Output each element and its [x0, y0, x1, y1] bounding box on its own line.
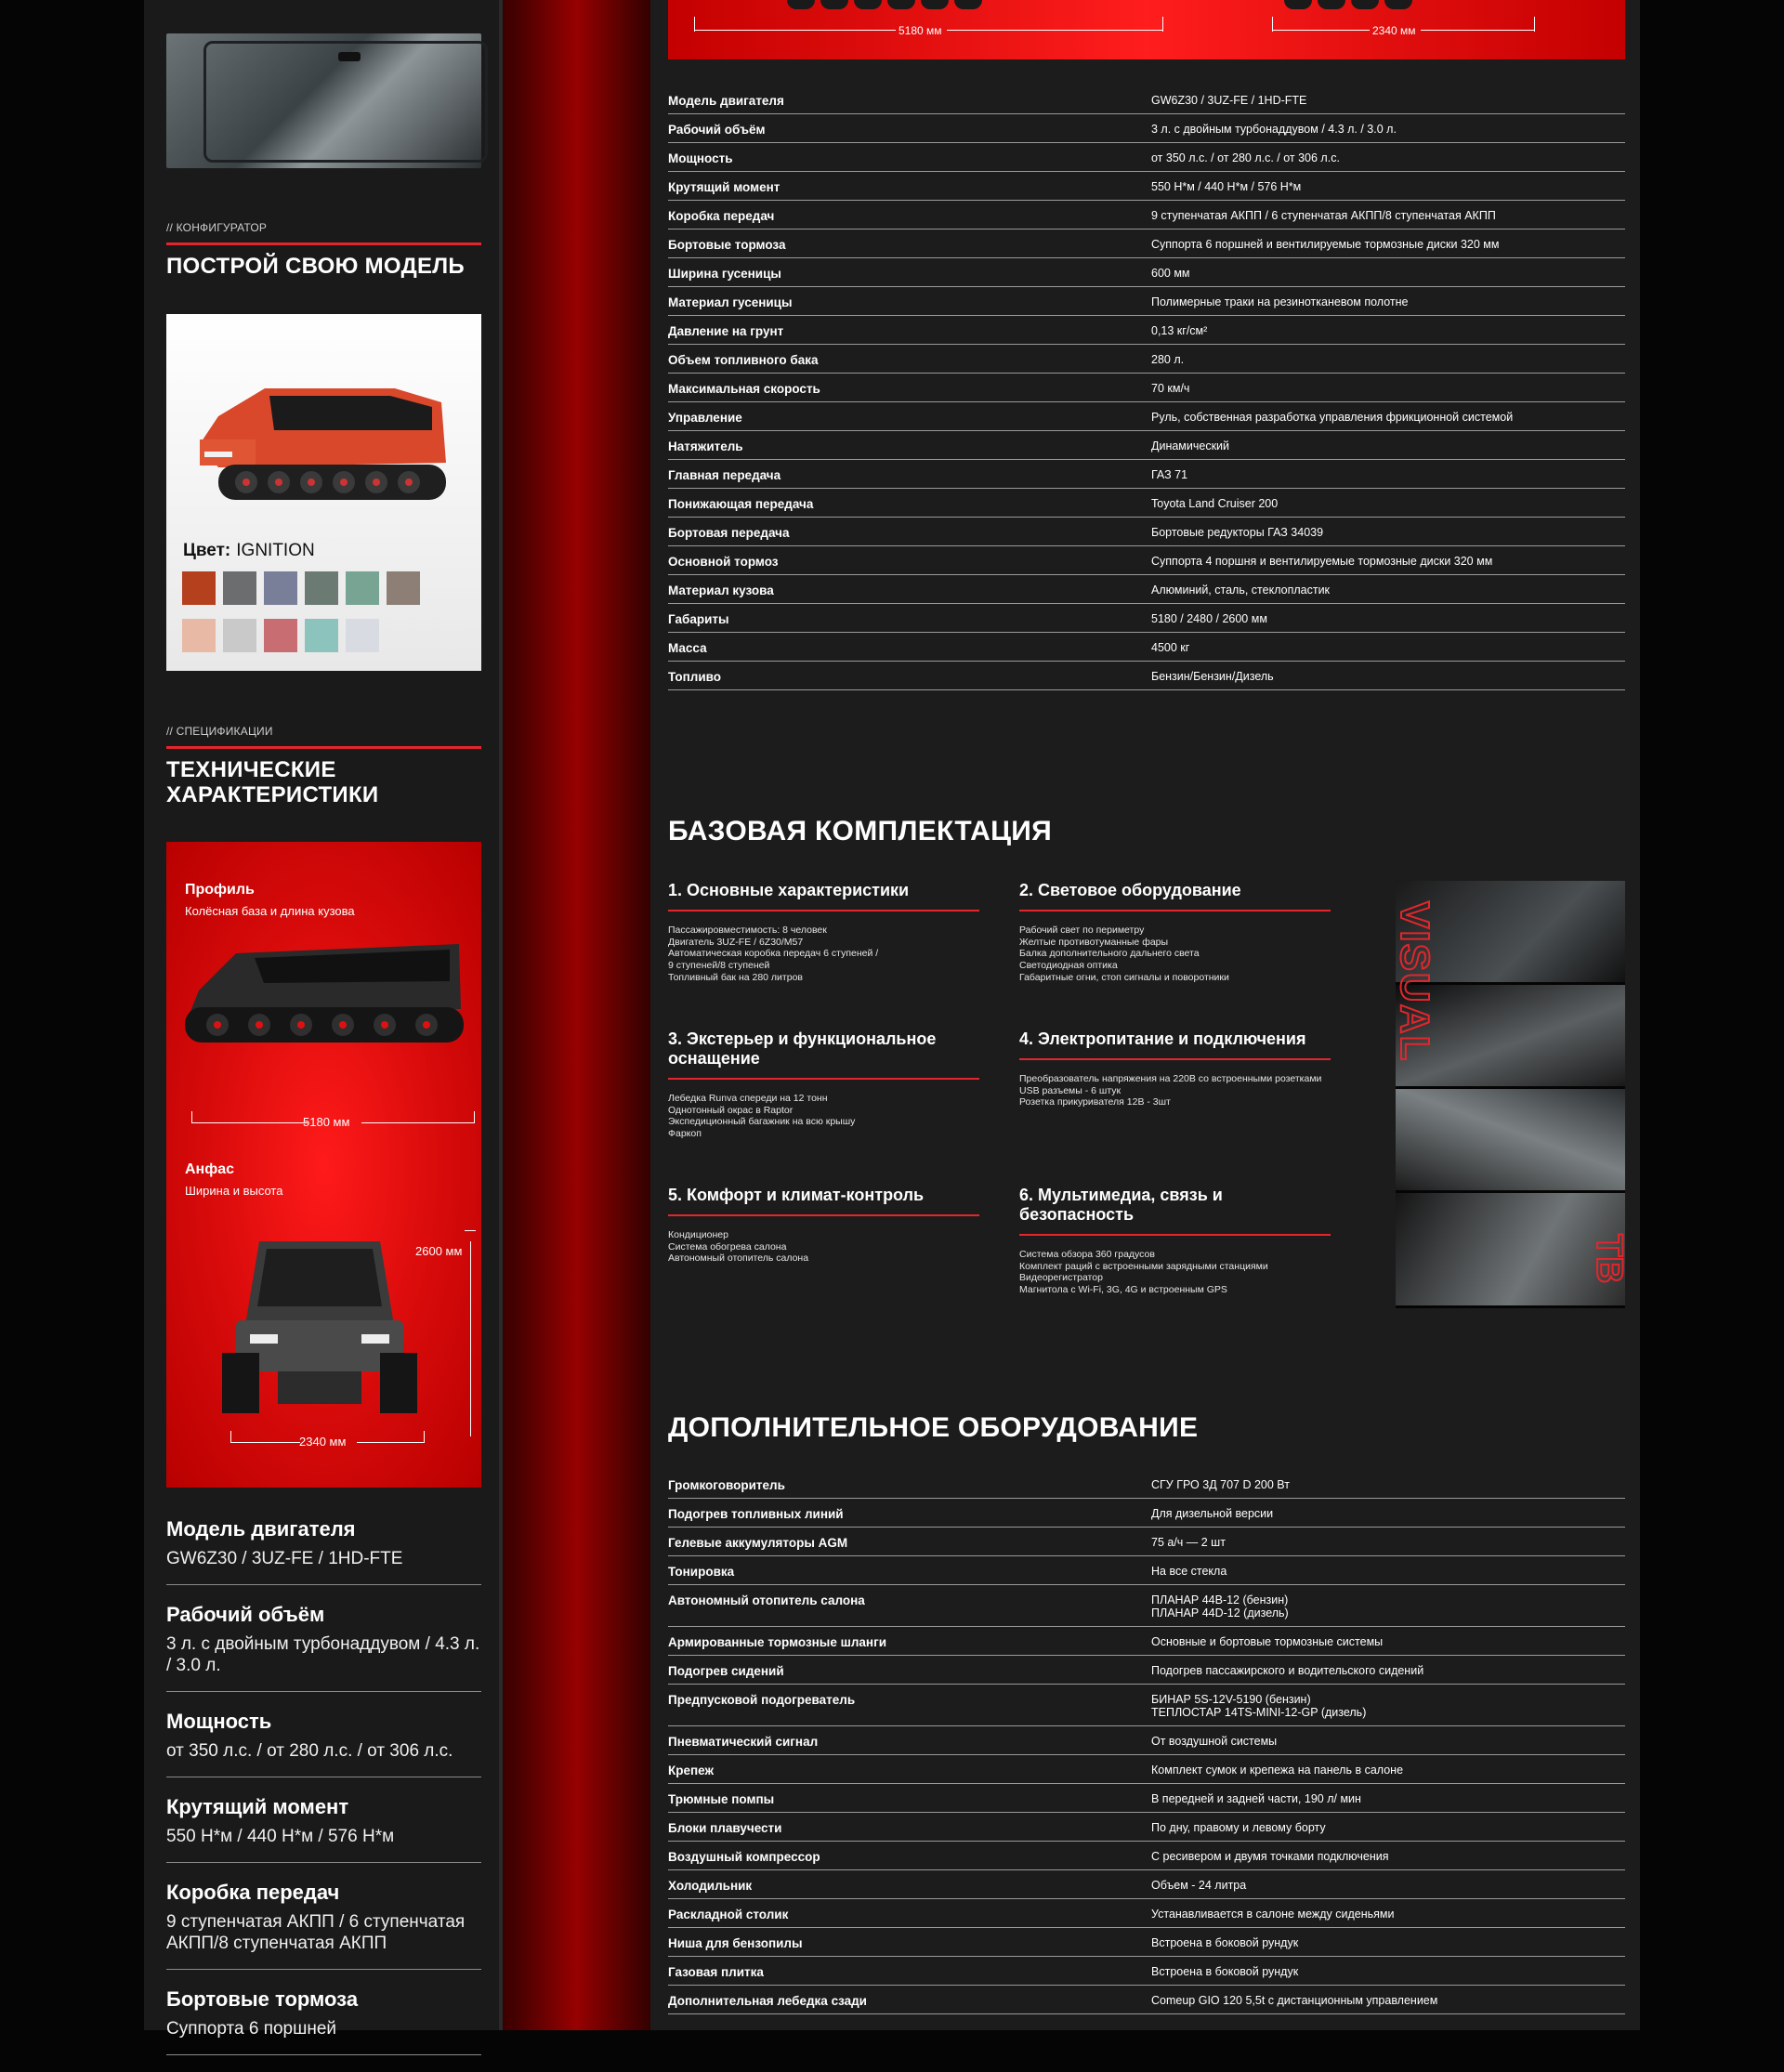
row-value: Комплект сумок и крепежа на панель в салоне: [1151, 1764, 1404, 1777]
profile-label: Профиль: [185, 882, 255, 898]
row-key: Трюмные помпы: [668, 1792, 775, 1806]
row-value: Бортовые редукторы ГАЗ 34039: [1151, 526, 1324, 539]
row-value: Динамический: [1151, 439, 1230, 452]
table-row: [668, 1685, 1625, 1726]
spec-value: 3 л. с двойным турбонаддувом / 4.3 л. / 3.0 л.: [166, 1634, 480, 1675]
row-key: Материал кузова: [668, 584, 774, 597]
spec-name: Бортовые тормоза: [166, 1987, 359, 2011]
color-swatch[interactable]: [346, 619, 379, 652]
divider: [166, 746, 481, 749]
row-key: Газовая плитка: [668, 1965, 764, 1979]
table-row: [668, 546, 1625, 575]
color-swatch[interactable]: [264, 619, 297, 652]
table-row: [668, 1556, 1625, 1585]
row-key: Давление на грунт: [668, 324, 784, 338]
dimensions-card: [166, 842, 481, 1488]
divider: [668, 1078, 979, 1080]
table-row: [668, 1499, 1625, 1528]
row-key: Предпусковой подогреватель: [668, 1693, 856, 1707]
configurator-kicker: // КОНФИГУРАТОР: [166, 221, 268, 234]
row-key: Бортовая передача: [668, 526, 790, 540]
row-key: Материал гусеницы: [668, 295, 793, 309]
row-value: 600 мм: [1151, 267, 1190, 280]
table-row: [668, 431, 1625, 460]
row-key: Рабочий объём: [668, 123, 766, 137]
row-key: Масса: [668, 641, 707, 655]
row-value: От воздушной системы: [1151, 1735, 1278, 1748]
row-key: Управление: [668, 411, 742, 425]
row-key: Воздушный компрессор: [668, 1850, 820, 1864]
table-row: [668, 1726, 1625, 1755]
equipment-group: [1019, 1029, 1331, 1108]
row-value: 550 Н*м / 440 Н*м / 576 Н*м: [1151, 180, 1302, 193]
configurator-title: ПОСТРОЙ СВОЮ МОДЕЛЬ: [166, 254, 465, 279]
table-row: [668, 1755, 1625, 1784]
spec-item: [166, 1602, 481, 1692]
spec-value: 550 Н*м / 440 Н*м / 576 Н*м: [166, 1827, 395, 1846]
row-value: 280 л.: [1151, 353, 1185, 366]
divider: [668, 1214, 979, 1216]
equipment-list: Система обзора 360 градусов Комплект раций с встроенными зарядными станциями Видеорегистратор Магнитола с Wi-Fi, 3G, 4G и встроенным GPS: [1019, 1249, 1268, 1296]
specs-kicker: // СПЕЦИФИКАЦИИ: [166, 725, 273, 738]
row-value: 9 ступенчатая АКПП / 6 ступенчатая АКПП/8 ступенчатая АКПП: [1151, 209, 1496, 222]
table-row: [668, 604, 1625, 633]
extra-equipment-table: [668, 1470, 1625, 2014]
divider: [166, 243, 481, 245]
row-key: Объем топливного бака: [668, 353, 819, 367]
visual-tag: TB: [1589, 1234, 1630, 1284]
spec-name: Крутящий момент: [166, 1795, 349, 1818]
color-swatch[interactable]: [223, 619, 256, 652]
table-row: [668, 345, 1625, 374]
color-swatch[interactable]: [223, 571, 256, 605]
row-key: Армированные тормозные шланги: [668, 1635, 887, 1649]
banner-length: 5180 мм: [899, 24, 942, 37]
row-key: Крепеж: [668, 1764, 715, 1777]
table-row: [668, 316, 1625, 345]
table-row: [668, 402, 1625, 431]
spec-item: [166, 1794, 481, 1863]
equipment-group-title: 1. Основные характеристики: [668, 881, 910, 899]
divider: [1019, 910, 1331, 911]
row-value: 3 л. с двойным турбонаддувом / 4.3 л. / 3.0 л.: [1151, 123, 1397, 136]
equipment-list: Лебедка Runva спереди на 12 тонн Однотонный окрас в Raptor Экспедиционный багажник на всю крышу Фаркоп: [668, 1093, 856, 1140]
table-row: [668, 1813, 1625, 1842]
row-value: По дну, правому и левому борту: [1151, 1821, 1326, 1834]
color-swatch[interactable]: [346, 571, 379, 605]
table-row: [668, 460, 1625, 489]
dimension-banner: [668, 0, 1625, 59]
table-row: [668, 201, 1625, 229]
table-row: [668, 1656, 1625, 1685]
equipment-list: Рабочий свет по периметру Желтые противотуманные фары Балка дополнительного дальнего света Светодиодная оптика Габаритные огни, стоп сигналы и поворотники: [1019, 925, 1229, 983]
row-value: Встроена в боковой рундук: [1151, 1965, 1299, 1978]
background-right: [1640, 0, 1784, 2030]
row-key: Пневматический сигнал: [668, 1735, 819, 1749]
equipment-list: Кондиционер Система обогрева салона Автономный отопитель салона: [668, 1229, 809, 1265]
row-key: Подогрев топливных линий: [668, 1507, 844, 1521]
row-value: Алюминий, сталь, стеклопластик: [1151, 584, 1331, 597]
right-panel: [650, 0, 1640, 2030]
equipment-group: [1019, 1186, 1331, 1296]
table-row: [668, 662, 1625, 690]
equipment-group-title: 3. Экстерьер и функциональное оснащение: [668, 1029, 937, 1068]
equipment-group: [668, 1029, 979, 1140]
row-value: 5180 / 2480 / 2600 мм: [1151, 612, 1267, 625]
tech-spec-table: [668, 85, 1625, 690]
row-key: Мощность: [668, 151, 733, 165]
table-row: [668, 85, 1625, 114]
table-row: [668, 1470, 1625, 1499]
row-key: Раскладной столик: [668, 1908, 789, 1921]
spec-value: GW6Z30 / 3UZ-FE / 1HD-FTE: [166, 1549, 403, 1568]
row-key: Гелевые аккумуляторы AGM: [668, 1536, 848, 1550]
table-row: [668, 143, 1625, 172]
color-swatches: [182, 571, 461, 666]
row-value: 70 км/ч: [1151, 382, 1190, 395]
row-value: ПЛАНАР 44В-12 (бензин) ПЛАНАР 44D-12 (дизель): [1151, 1593, 1289, 1620]
spec-name: Мощность: [166, 1710, 272, 1733]
table-row: [668, 489, 1625, 518]
table-row: [668, 287, 1625, 316]
row-value: GW6Z30 / 3UZ-FE / 1HD-FTE: [1151, 94, 1307, 107]
equipment-group-title: 4. Электропитание и подключения: [1019, 1029, 1306, 1048]
row-value: Подогрев пассажирского и водительского сидений: [1151, 1664, 1424, 1677]
row-value: С ресивером и двумя точками подключения: [1151, 1850, 1389, 1863]
banner-width: 2340 мм: [1372, 24, 1416, 37]
equipment-group: [668, 1186, 979, 1265]
specs-title: ТЕХНИЧЕСКИЕ ХАРАКТЕРИСТИКИ: [166, 757, 379, 807]
table-row: [668, 114, 1625, 143]
table-row: [668, 172, 1625, 201]
row-key: Автономный отопитель салона: [668, 1593, 865, 1607]
row-key: Главная передача: [668, 468, 781, 482]
row-key: Основной тормоз: [668, 555, 779, 569]
table-row: [668, 575, 1625, 604]
gallery-photo[interactable]: [1396, 1089, 1625, 1193]
spec-item: [166, 1987, 481, 2055]
color-swatch[interactable]: [182, 571, 216, 605]
visual-word: VISUAL: [1392, 901, 1437, 1063]
row-key: Натяжитель: [668, 439, 743, 453]
left-panel: [144, 0, 503, 2039]
spec-item: [166, 1880, 481, 1970]
equipment-group-title: 2. Световое оборудование: [1019, 881, 1241, 899]
row-value: от 350 л.с. / от 280 л.с. / от 306 л.с.: [1151, 151, 1340, 164]
row-value: Бензин/Бензин/Дизель: [1151, 670, 1274, 683]
door-detail-photo: [166, 33, 481, 168]
row-value: В передней и задней части, 190 л/ мин: [1151, 1792, 1361, 1805]
equipment-list: Преобразователь напряжения на 220В со встроенными розетками USB разъемы - 6 штук Розетка прикуривателя 12В - 3шт: [1019, 1073, 1322, 1108]
scrollbar[interactable]: [499, 0, 503, 2030]
row-value: 75 а/ч — 2 шт: [1151, 1536, 1226, 1549]
spec-item: [166, 1516, 481, 1585]
spec-value: Суппорта 6 поршней: [166, 2019, 337, 2039]
row-key: Понижающая передача: [668, 497, 814, 511]
spec-name: Рабочий объём: [166, 1603, 325, 1626]
divider: [1019, 1234, 1331, 1236]
table-row: [668, 1957, 1625, 1986]
row-key: Бортовые тормоза: [668, 238, 786, 252]
table-row: [668, 1784, 1625, 1813]
table-row: [668, 258, 1625, 287]
table-row: [668, 229, 1625, 258]
row-key: Подогрев сидений: [668, 1664, 784, 1678]
row-value: Объем - 24 литра: [1151, 1879, 1247, 1892]
front-label: Анфас: [185, 1161, 235, 1177]
color-swatch[interactable]: [182, 619, 216, 652]
extra-title: ДОПОЛНИТЕЛЬНОЕ ОБОРУДОВАНИЕ: [668, 1412, 1199, 1443]
row-value: БИНАР 5S-12V-5190 (бензин) ТЕПЛОСТАР 14TS-MINI-12-GP (дизель): [1151, 1693, 1367, 1719]
row-key: Топливо: [668, 670, 722, 684]
row-value: ГАЗ 71: [1151, 468, 1188, 481]
table-row: [668, 1627, 1625, 1656]
color-label: Цвет: IGNITION: [183, 541, 315, 560]
row-key: Холодильник: [668, 1879, 753, 1893]
row-value: Полимерные траки на резинотканевом полотне: [1151, 295, 1409, 308]
table-row: [668, 1842, 1625, 1870]
profile-subtitle: Колёсная база и длина кузова: [185, 904, 355, 918]
front-width-dimension: 2340 мм: [299, 1435, 347, 1449]
table-row: [668, 1528, 1625, 1556]
background-red-stripe: [502, 0, 650, 2030]
vehicle-orange-image: [181, 351, 460, 518]
row-value: Toyota Land Cruiser 200: [1151, 497, 1279, 510]
row-key: Модель двигателя: [668, 94, 784, 108]
divider: [1019, 1058, 1331, 1060]
table-row: [668, 1870, 1625, 1899]
vehicle-profile-image: [180, 935, 468, 1056]
equipment-group-title: 5. Комфорт и климат-контроль: [668, 1186, 925, 1204]
configurator-card: [166, 314, 481, 671]
spec-value: 9 ступенчатая АКПП / 6 ступенчатая АКПП/8 ступенчатая АКПП: [166, 1912, 466, 1953]
row-key: Тонировка: [668, 1565, 735, 1579]
table-row: [668, 1899, 1625, 1928]
color-value: IGNITION: [236, 541, 315, 560]
row-value: На все стекла: [1151, 1565, 1227, 1578]
color-swatch[interactable]: [305, 619, 338, 652]
color-swatch[interactable]: [264, 571, 297, 605]
row-key: Дополнительная лебедка сзади: [668, 1994, 867, 2008]
divider: [668, 910, 979, 911]
table-row: [668, 633, 1625, 662]
profile-dimension: 5180 мм: [303, 1115, 350, 1129]
row-key: Максимальная скорость: [668, 382, 820, 396]
row-value: 4500 кг: [1151, 641, 1190, 654]
row-key: Крутящий момент: [668, 180, 780, 194]
row-key: Ширина гусеницы: [668, 267, 781, 281]
row-key: Коробка передач: [668, 209, 775, 223]
table-row: [668, 1585, 1625, 1627]
table-row: [668, 374, 1625, 402]
equipment-group: [1019, 881, 1331, 984]
equipment-group-title: 6. Мультимедиа, связь и безопасность: [1019, 1186, 1223, 1224]
row-key: Ниша для бензопилы: [668, 1936, 803, 1950]
spec-value: от 350 л.с. / от 280 л.с. / от 306 л.с.: [166, 1741, 453, 1761]
row-value: СГУ ГРО 3Д 707 D 200 Вт: [1151, 1478, 1290, 1491]
visual-gallery[interactable]: [1392, 881, 1630, 1308]
row-value: Для дизельной версии: [1151, 1507, 1274, 1520]
row-value: Встроена в боковой рундук: [1151, 1936, 1299, 1949]
base-title: БАЗОВАЯ КОМПЛЕКТАЦИЯ: [668, 816, 1053, 846]
front-subtitle: Ширина и высота: [185, 1184, 283, 1198]
row-key: Блоки плавучести: [668, 1821, 782, 1835]
row-value: Основные и бортовые тормозные системы: [1151, 1635, 1384, 1648]
row-key: Габариты: [668, 612, 729, 626]
row-value: Суппорта 6 поршней и вентилируемые тормозные диски 320 мм: [1151, 238, 1500, 251]
front-height-dimension: 2600 мм: [415, 1244, 463, 1258]
spec-name: Модель двигателя: [166, 1517, 356, 1541]
row-value: Руль, собственная разработка управления фрикционной системой: [1151, 411, 1514, 424]
row-value: 0,13 кг/см²: [1151, 324, 1208, 337]
spec-item: [166, 1709, 481, 1777]
table-row: [668, 1986, 1625, 2014]
equipment-group: [668, 881, 979, 984]
equipment-list: Пассажировместимость: 8 человек Двигатель 3UZ-FE / 6Z30/M57 Автоматическая коробка передач 6 ступеней / 9 ступеней/8 ступеней Топливный бак на 280 литров: [668, 925, 879, 983]
row-value: Суппорта 4 поршня и вентилируемые тормозные диски 320 мм: [1151, 555, 1493, 568]
color-swatch[interactable]: [387, 571, 420, 605]
row-value: Устанавливается в салоне между сиденьями: [1151, 1908, 1395, 1921]
left-spec-list: [166, 1516, 481, 2072]
spec-name: Коробка передач: [166, 1881, 340, 1904]
vehicle-front-image: [222, 1232, 417, 1418]
color-swatch[interactable]: [305, 571, 338, 605]
row-key: Громкоговоритель: [668, 1478, 785, 1492]
row-value: Comeup GIO 120 5,5t с дистанционным управлением: [1151, 1994, 1438, 2007]
table-row: [668, 1928, 1625, 1957]
table-row: [668, 518, 1625, 546]
